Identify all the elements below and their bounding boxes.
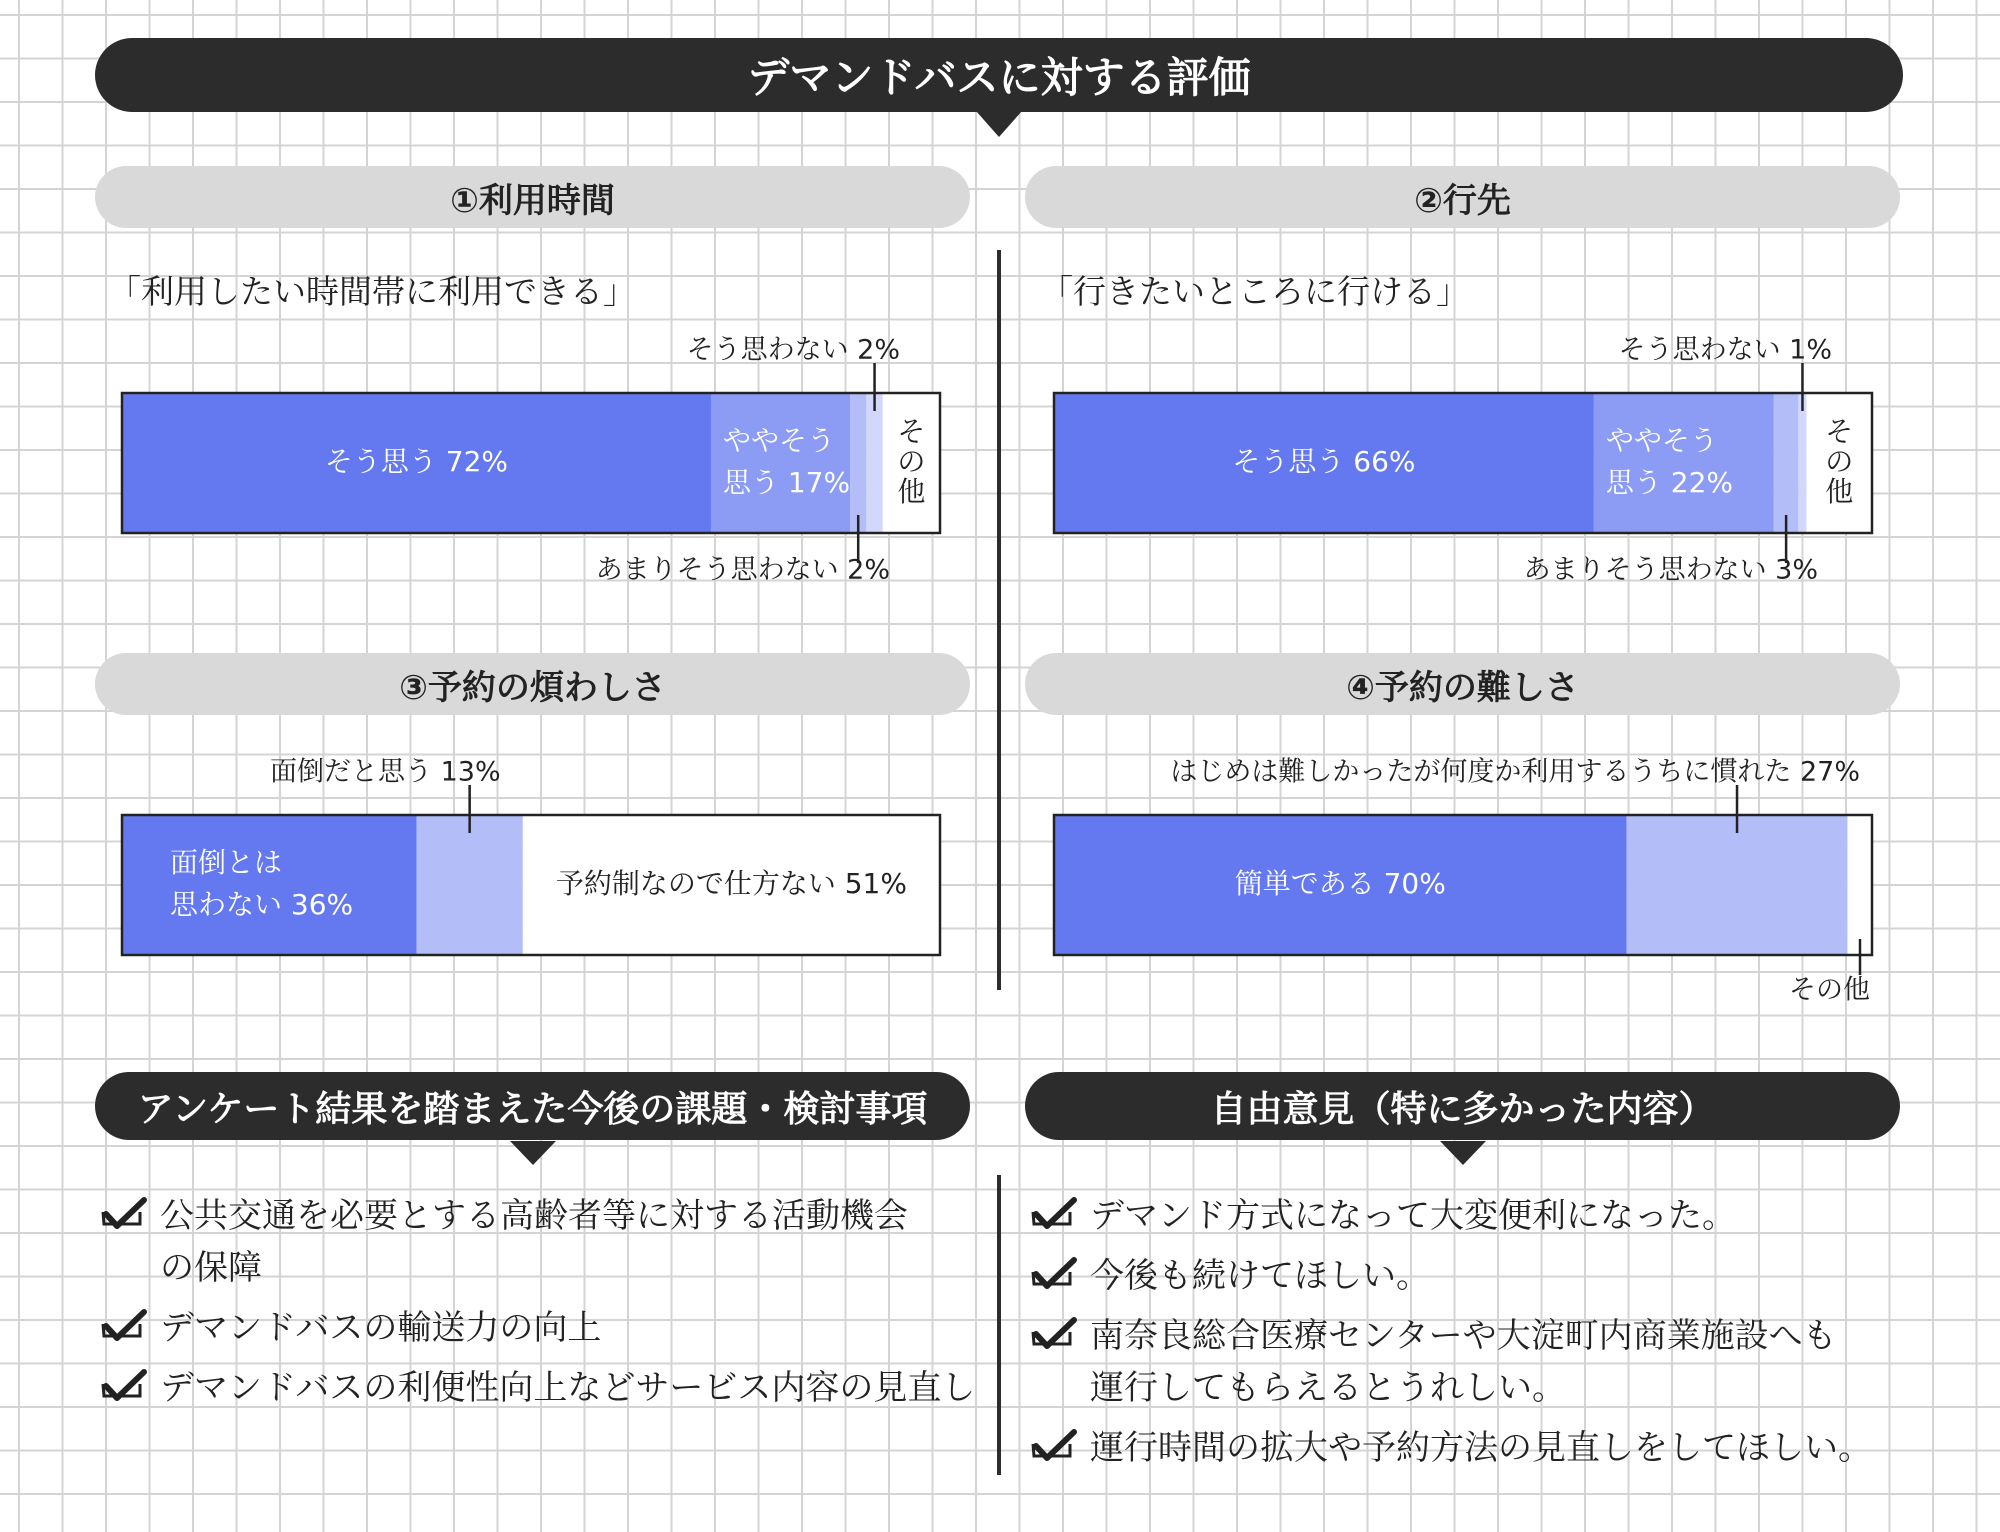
- chart2-callout-label: そう思わない 1%: [1618, 334, 1832, 366]
- opinions-header-notch: [1440, 1141, 1486, 1165]
- chart1-seg-label: 思う 17%: [722, 466, 851, 499]
- chart4-callout-label: はじめは難しかったが何度か利用するうちに慣れた 27%: [1170, 756, 1860, 788]
- main-title: デマンドバスに対する評価: [747, 53, 1251, 102]
- chart2-seg-label: 他: [1825, 475, 1854, 508]
- list-item-text: 運行してもらえるとうれしい。: [1090, 1368, 1566, 1408]
- list-item-text: 運行時間の拡大や予約方法の見直しをしてほしい。: [1090, 1428, 1872, 1468]
- check-icon: [1030, 1196, 1078, 1236]
- chart1-callout-label: そう思わない 2%: [686, 334, 900, 366]
- chart3-bar-1: [416, 815, 522, 955]
- issues-list: [100, 1190, 976, 1422]
- issues-header-label: アンケート結果を踏まえた今後の課題・検討事項: [137, 1088, 928, 1130]
- chart2-seg-label: そ: [1825, 415, 1854, 448]
- chart2-bar-1: [1594, 393, 1774, 533]
- q3-title: ③予約の煩わしさ: [95, 653, 970, 715]
- check-icon: [100, 1308, 148, 1348]
- list-item-text: デマンドバスの利便性向上などサービス内容の見直し: [160, 1368, 976, 1408]
- chart1-bar-2: [850, 393, 866, 533]
- opinions-header-label: 自由意見（特に多かった内容）: [1210, 1088, 1715, 1130]
- list-item: [1030, 1190, 1910, 1242]
- chart2-seg-label: そう思う 66%: [1232, 445, 1416, 478]
- check-icon: [100, 1368, 148, 1408]
- chart2-callout-label: あまりそう思わない 3%: [1523, 554, 1818, 586]
- chart1-bar-1: [711, 393, 850, 533]
- chart3-seg-label: 面倒とは: [170, 846, 283, 879]
- issues-header-notch: [510, 1141, 556, 1165]
- list-item: [1030, 1422, 1910, 1474]
- chart1-seg-label: 他: [897, 475, 926, 508]
- opinions-list: [1030, 1190, 1910, 1482]
- list-item-text: 今後も続けてほしい。: [1090, 1256, 1430, 1296]
- chart4-callout-label: その他: [1789, 974, 1870, 1006]
- chart2-seg-label: 思う 22%: [1605, 466, 1734, 499]
- chart3-seg-label: 予約制なので仕方ない 51%: [555, 867, 907, 900]
- list-item: [1030, 1310, 1910, 1414]
- q1-title: ①利用時間: [95, 166, 970, 228]
- chart2-seg-label: の: [1825, 445, 1854, 478]
- list-item-text: 南奈良総合医療センターや大淀町内商業施設へも: [1090, 1316, 1837, 1356]
- check-icon: [100, 1196, 148, 1236]
- issues-header: [95, 1072, 970, 1140]
- q4-title: ④予約の難しさ: [1025, 653, 1900, 715]
- chart1-seg-label: そ: [897, 415, 926, 448]
- q2-title: ②行先: [1025, 166, 1900, 228]
- chart1-seg-label: そう思う 72%: [324, 445, 509, 478]
- chart4-bar-1: [1627, 815, 1848, 955]
- list-item-text: デマンド方式になって大変便利になった。: [1090, 1196, 1736, 1236]
- list-item-text: デマンドバスの輸送力の向上: [160, 1308, 602, 1348]
- list-item-text: の保障: [160, 1248, 262, 1288]
- chart1-callout-label: あまりそう思わない 2%: [595, 554, 890, 586]
- check-icon: [1030, 1256, 1078, 1296]
- chart3-bar-0: [122, 815, 416, 955]
- chart1-bar-3: [866, 393, 882, 533]
- chart1-seg-label: の: [897, 445, 926, 478]
- chart2-seg-label: ややそう: [1605, 424, 1718, 457]
- list-item-text: 公共交通を必要とする高齢者等に対する活動機会: [160, 1196, 908, 1236]
- chart3-callout-label: 面倒だと思う 13%: [270, 756, 501, 788]
- list-item: [1030, 1250, 1910, 1302]
- chart4-bar-2: [1847, 815, 1872, 955]
- check-icon: [1030, 1316, 1078, 1356]
- list-item: [100, 1302, 970, 1354]
- chart4-seg-label: 簡単である 70%: [1234, 867, 1446, 900]
- chart3-seg-label: 思わない 36%: [170, 888, 354, 921]
- check-icon: [1030, 1428, 1078, 1468]
- q1-question: 「利用したい時間帯に利用できる」: [108, 272, 636, 311]
- chart2-bar-2: [1774, 393, 1799, 533]
- list-item: [100, 1190, 970, 1294]
- opinions-header: [1025, 1072, 1900, 1140]
- list-item: [100, 1362, 976, 1414]
- chart2-bar-3: [1798, 393, 1806, 533]
- chart1-seg-label: ややそう: [722, 424, 835, 457]
- q2-question: 「行きたいところに行ける」: [1040, 272, 1469, 311]
